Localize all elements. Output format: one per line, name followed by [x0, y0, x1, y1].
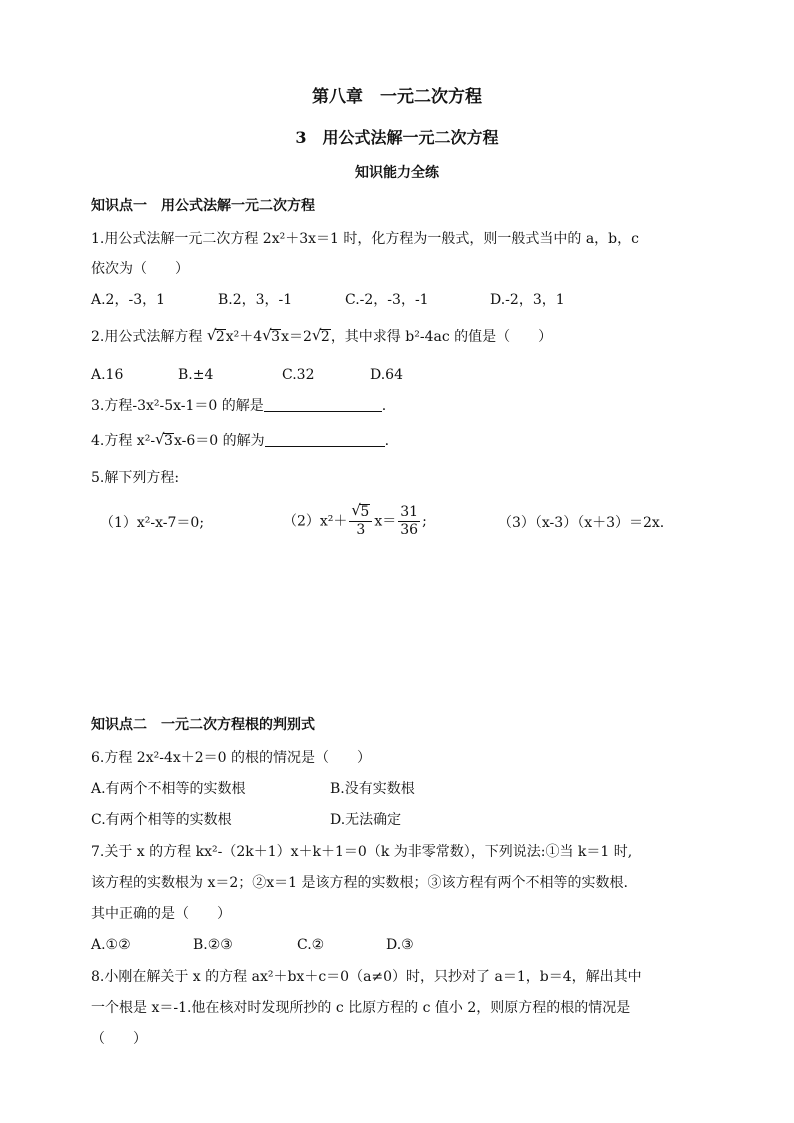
q2-stem — [91, 328, 552, 346]
q5-part2-end: ; — [422, 513, 427, 530]
fraction: √ 5 3 — [349, 504, 372, 539]
chapter-title: 第八章 一元二次方程 — [312, 87, 482, 107]
q1-option-b: B.2，3，-1 — [218, 292, 293, 308]
q2-pre: 2.用公式法解方程 — [91, 329, 203, 345]
q6-option-c: C.有两个相等的实数根 — [91, 812, 232, 828]
q8-line2: 一个根是 x＝-1.他在核对时发现所抄的 c 比原方程的 c 值小 2，则原方程的根的情况是 — [91, 1000, 631, 1016]
q6-option-a: A.有两个不相等的实数根 — [91, 781, 246, 797]
q1-option-a: A.2，-3，1 — [91, 292, 166, 308]
section-title: 3 用公式法解一元二次方程 — [295, 128, 499, 147]
sqrt-sign: √ 3 — [262, 326, 281, 345]
fraction: $\frac{31}{36}$ — [400, 504, 419, 538]
q4-end: . — [384, 433, 390, 449]
sqrt-sign: √ 2 — [206, 326, 225, 345]
answer-blank[interactable] — [265, 433, 385, 447]
q4-pre: 4.方程 x²- — [91, 433, 156, 449]
q4 — [91, 432, 389, 450]
sqrt-sign: √ 2 — [311, 326, 330, 345]
q7-option-a: A.①② — [91, 937, 131, 953]
q1-line1: 1.用公式法解一元二次方程 2x²＋3x＝1 时，化方程为一般式，则一般式当中的 a，b，c — [91, 231, 639, 247]
q6-option-b: B.没有实数根 — [330, 781, 415, 797]
q3-text: 3.方程-3x²-5x-1＝0 的解是 — [91, 398, 264, 414]
answer-blank[interactable] — [264, 398, 382, 412]
q6-option-d: D.无法确定 — [330, 812, 402, 828]
q3-end: . — [381, 398, 387, 414]
q5-part2-pre: （2）x²＋ — [283, 513, 348, 530]
q5-part3: （3）（x-3）（x＋3）＝2x. — [498, 515, 665, 531]
sqrt-sign: √ 3 — [155, 430, 173, 449]
q2-option-a: A.16 — [91, 367, 124, 383]
q2-option-c: C.32 — [282, 367, 315, 383]
knowledge-point-2-title: 知识点二 一元二次方程根的判别式 — [91, 717, 315, 733]
knowledge-point-1-title: 知识点一 用公式法解一元二次方程 — [91, 198, 315, 214]
q5-part2 — [283, 501, 427, 539]
q2-term1: x²＋4 — [225, 329, 263, 345]
q1-option-d: D.-2，3，1 — [490, 292, 565, 308]
q7-line3: 其中正确的是（ ） — [91, 906, 231, 922]
q7-option-c: C.② — [297, 937, 325, 953]
subtitle: 知识能力全练 — [355, 165, 439, 181]
q2-post: ，其中求得 b²-4ac 的值是（ ） — [330, 329, 553, 345]
q3 — [91, 397, 386, 415]
q2-option-b: B.±4 — [178, 367, 214, 383]
q2-term2: x＝2 — [281, 329, 312, 345]
q7-option-d: D.③ — [386, 937, 414, 953]
q1-line2: 依次为（ ） — [91, 261, 189, 277]
q8-line3: （ ） — [91, 1031, 147, 1047]
q4-post: x-6＝0 的解为 — [173, 433, 265, 449]
q5-text: 5.解下列方程: — [91, 470, 180, 486]
q7-line2: 该方程的实数根为 x＝2；②x＝1 是该方程的实数根；③该方程有两个不相等的实数根. — [91, 875, 628, 891]
q1-option-c: C.-2，-3，-1 — [345, 292, 429, 308]
q8-line1: 8.小刚在解关于 x 的方程 ax²＋bx＋c＝0（a≠0）时，只抄对了 a＝1，b＝4，解出其中 — [91, 969, 642, 985]
q2-option-d: D.64 — [370, 367, 403, 383]
q5-part2-mid: x＝ — [374, 513, 397, 530]
q7-line1: 7.关于 x 的方程 kx²-（2k＋1）x＋k＋1＝0（k 为非零常数），下列说法:①当 k＝1 时, — [91, 844, 633, 860]
q6-text: 6.方程 2x²-4x＋2＝0 的根的情况是（ ） — [91, 750, 372, 766]
q7-option-b: B.②③ — [193, 937, 233, 953]
q5-part1: （1）x²-x-7＝0; — [100, 515, 205, 531]
